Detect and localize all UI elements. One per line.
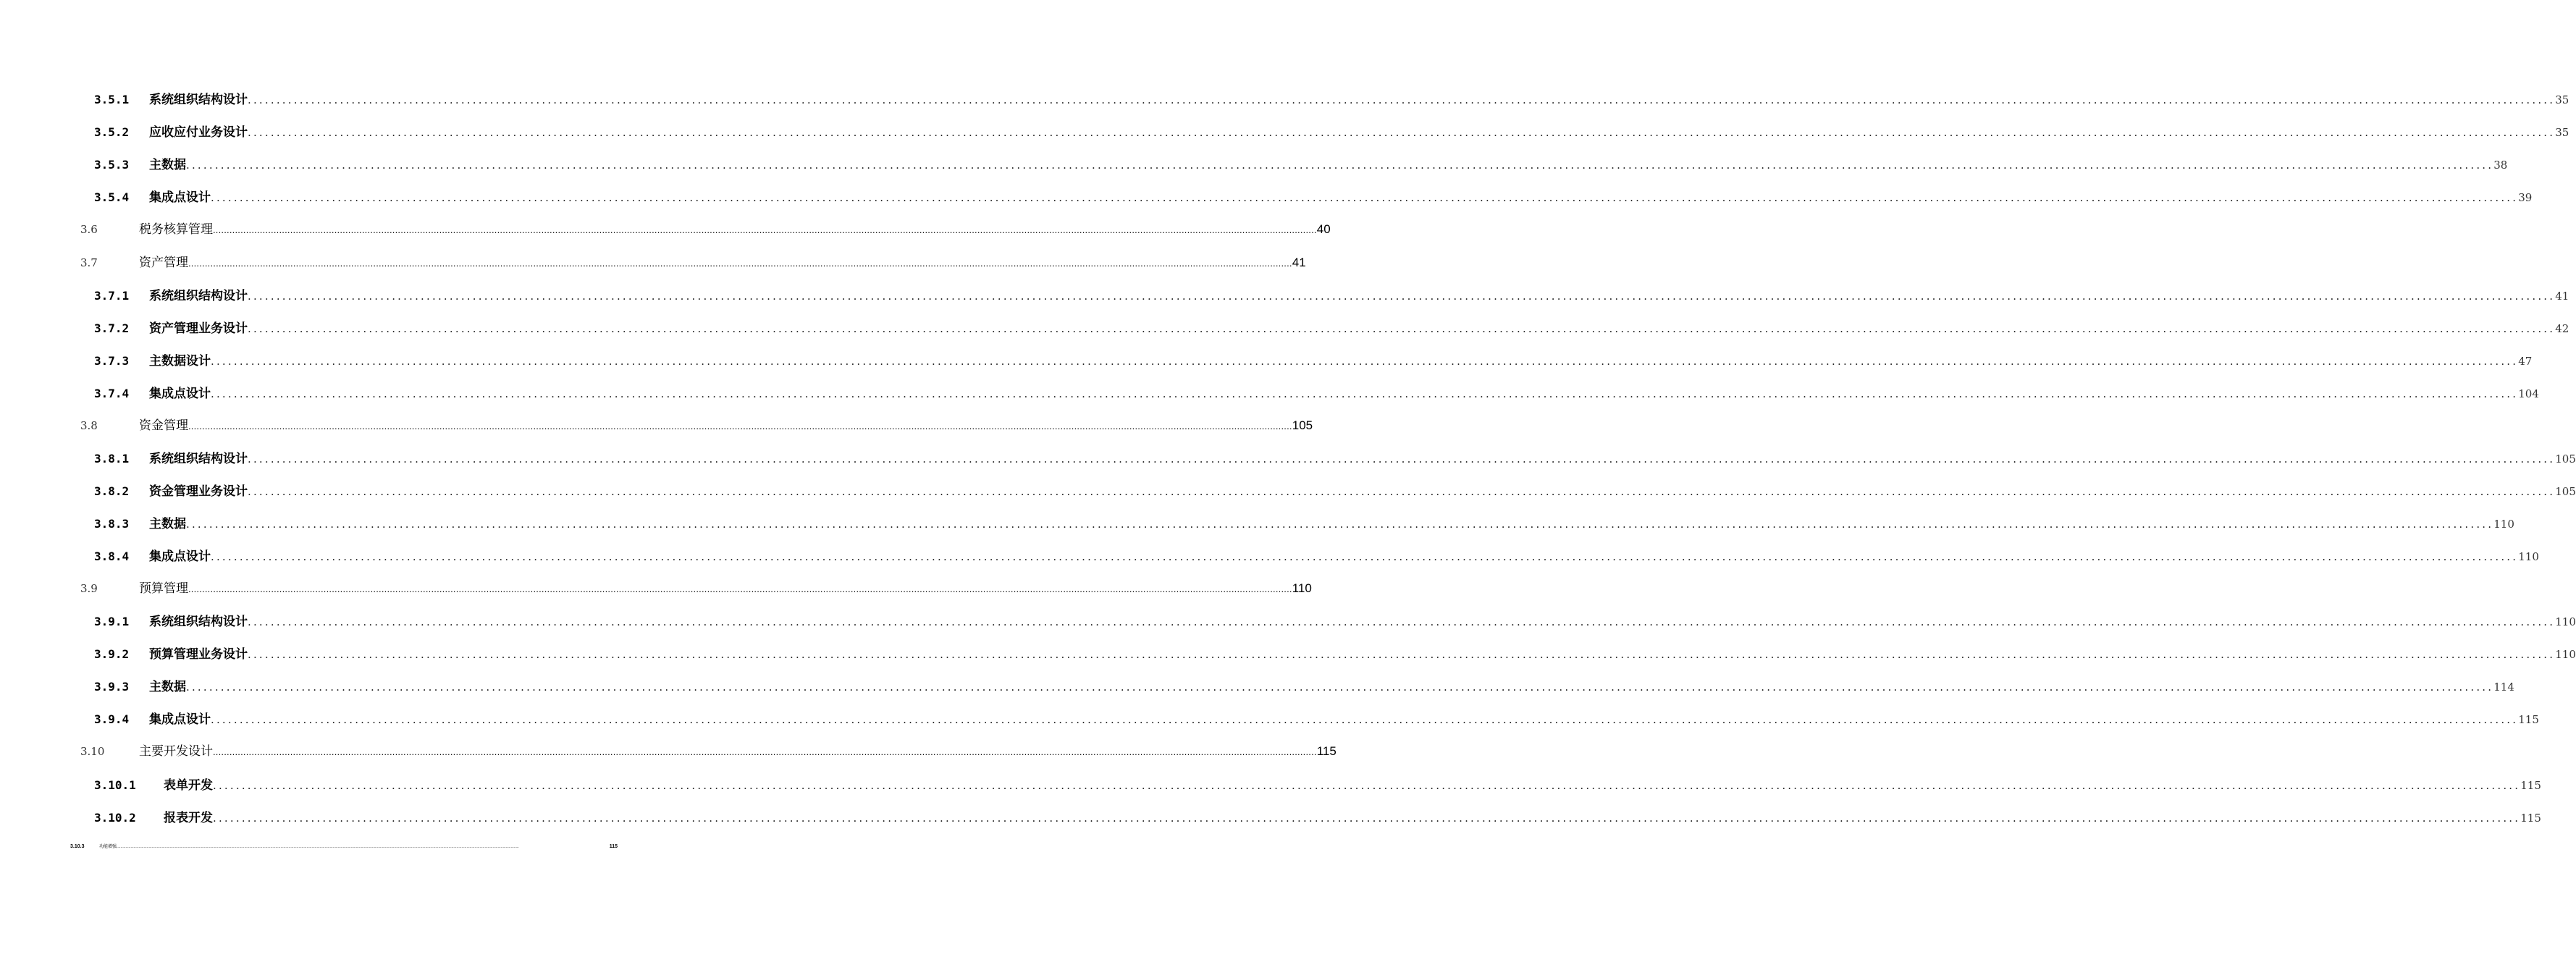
toc-entry-number: 3.10.1 bbox=[94, 778, 136, 792]
toc-entry-3-8[interactable] bbox=[80, 415, 1313, 433]
toc-entry-page-number: 115 bbox=[609, 844, 618, 849]
toc-entry-number: 3.7.2 bbox=[94, 321, 130, 335]
toc-entry-number: 3.8.3 bbox=[94, 517, 130, 531]
toc-entry-page-number: 105 bbox=[1292, 418, 1313, 432]
dot-leader: ................................................................................................................................................................................................................................................................................................................................................................................................................ bbox=[248, 485, 2556, 498]
toc-entry-page-number: 114 bbox=[2493, 681, 2514, 694]
toc-entry-title: 预算管理 bbox=[139, 581, 188, 596]
toc-entry-number: 3.10 bbox=[80, 745, 105, 758]
toc-entry-3-5-4[interactable] bbox=[94, 187, 2533, 205]
toc-entry-title: 功能增强 bbox=[99, 844, 117, 849]
toc-entry-number: 3.10.2 bbox=[94, 811, 136, 825]
toc-entry-number: 3.10.3 bbox=[70, 844, 85, 849]
toc-entry-3-9-4[interactable] bbox=[94, 709, 2539, 727]
toc-entry-number: 3.8 bbox=[80, 419, 98, 432]
toc-entry-title: 系统组织结构设计 bbox=[149, 289, 248, 303]
toc-entry-page-number: 35 bbox=[2555, 126, 2569, 139]
toc-entry-3-9-1[interactable] bbox=[94, 611, 2576, 629]
dot-leader: ................................................................................................................................................................................................................................................................................................................................................................................................................ bbox=[186, 681, 2494, 694]
toc-entry-3-9[interactable] bbox=[80, 578, 1312, 596]
toc-entry-number: 3.7.3 bbox=[94, 354, 130, 368]
toc-entry-title: 税务核算管理 bbox=[139, 222, 213, 237]
dot-leader: ................................................................................................................................................................................................................................................................................................................................................................................................................ bbox=[213, 779, 2521, 792]
toc-entry-page-number: 35 bbox=[2555, 93, 2569, 106]
toc-entry-page-number: 110 bbox=[1292, 581, 1312, 595]
dot-leader: ................................................................................................................................................................................................................................................................................................................................................................................................................ bbox=[211, 713, 2519, 726]
toc-entry-number: 3.5.2 bbox=[94, 125, 130, 139]
toc-entry-3-8-3[interactable] bbox=[94, 513, 2514, 531]
toc-entry-3-5-1[interactable] bbox=[94, 89, 2569, 107]
dot-leader: ................................................................................................................................................................................................................................................................................................................................................................................................................ bbox=[188, 258, 1292, 269]
toc-entry-3-9-3[interactable] bbox=[94, 676, 2514, 694]
toc-entry-3-7-2[interactable] bbox=[94, 318, 2569, 336]
toc-entry-3-10[interactable] bbox=[80, 741, 1337, 759]
toc-entry-3-8-2[interactable] bbox=[94, 481, 2576, 499]
toc-entry-3-7[interactable] bbox=[80, 252, 1306, 270]
toc-entry-title: 集成点设计 bbox=[149, 190, 211, 205]
dot-leader: ................................................................................................................................................................................................................................................................................................................................................................................................................ bbox=[186, 518, 2494, 531]
toc-entry-title: 集成点设计 bbox=[149, 712, 211, 727]
toc-entry-page-number: 41 bbox=[2555, 290, 2569, 303]
toc-entry-number: 3.7.1 bbox=[94, 289, 130, 303]
toc-entry-page-number: 104 bbox=[2518, 387, 2539, 400]
toc-entry-page-number: 110 bbox=[2555, 648, 2576, 661]
dot-leader: ................................................................................................................................................................................................................................................................................................................................................................................................................ bbox=[248, 93, 2556, 106]
dot-leader: ................................................................................................................................................................................................................................................................................................................................................................................................................ bbox=[211, 387, 2519, 400]
toc-entry-title: 报表开发 bbox=[164, 811, 213, 825]
toc-entry-3-10-1[interactable] bbox=[94, 775, 2541, 793]
dot-leader: ................................................................................................................................................................................................................................................................................................................................................................................................................ bbox=[248, 322, 2556, 335]
toc-entry-title: 主数据 bbox=[149, 680, 186, 694]
toc-entry-page-number: 115 bbox=[1316, 744, 1337, 758]
dot-leader: ................................................................................................................................................................................................................................................................................................................................................................................................................ bbox=[248, 648, 2556, 661]
toc-entry-title: 资金管理业务设计 bbox=[149, 484, 248, 499]
dot-leader: ................................................................................................................................................................................................................................................................................................................................................................................................................ bbox=[248, 290, 2556, 303]
dot-leader: ................................................................................................................................................................................................................................................................................................................................................................................................................ bbox=[117, 845, 519, 849]
toc-entry-title: 主数据 bbox=[149, 517, 186, 531]
toc-entry-title: 系统组织结构设计 bbox=[149, 452, 248, 466]
dot-leader: ................................................................................................................................................................................................................................................................................................................................................................................................................ bbox=[211, 550, 2519, 563]
dot-leader: ................................................................................................................................................................................................................................................................................................................................................................................................................ bbox=[186, 159, 2494, 172]
toc-entry-number: 3.5.1 bbox=[94, 93, 130, 106]
dot-leader: ................................................................................................................................................................................................................................................................................................................................................................................................................ bbox=[248, 452, 2556, 466]
dot-leader: ................................................................................................................................................................................................................................................................................................................................................................................................................ bbox=[188, 584, 1292, 594]
toc-entry-title: 系统组织结构设计 bbox=[149, 615, 248, 629]
toc-entry-3-7-3[interactable] bbox=[94, 350, 2533, 368]
toc-entry-number: 3.8.1 bbox=[94, 452, 130, 466]
toc-entry-number: 3.9.1 bbox=[94, 615, 130, 628]
toc-entry-number: 3.5.4 bbox=[94, 190, 130, 204]
toc-entry-page-number: 105 bbox=[2555, 452, 2576, 466]
toc-entry-number: 3.9.3 bbox=[94, 680, 130, 694]
toc-entry-3-5-2[interactable] bbox=[94, 122, 2569, 140]
toc-entry-3-8-4[interactable] bbox=[94, 546, 2539, 564]
toc-entry-title: 主数据 bbox=[149, 158, 186, 172]
toc-entry-number: 3.8.4 bbox=[94, 549, 130, 563]
toc-entry-page-number: 41 bbox=[1292, 256, 1306, 269]
toc-entry-title: 预算管理业务设计 bbox=[149, 647, 248, 662]
toc-entry-number: 3.7 bbox=[80, 256, 98, 269]
toc-entry-number: 3.8.2 bbox=[94, 484, 130, 498]
toc-entry-page-number: 39 bbox=[2518, 191, 2533, 204]
toc-entry-page-number: 47 bbox=[2518, 355, 2533, 368]
toc-entry-3-7-4[interactable] bbox=[94, 383, 2539, 401]
toc-entry-3-10-3[interactable] bbox=[70, 843, 618, 850]
toc-entry-number: 3.6 bbox=[80, 223, 98, 236]
dot-leader: ................................................................................................................................................................................................................................................................................................................................................................................................................ bbox=[213, 746, 1317, 757]
toc-entry-3-5-3[interactable] bbox=[94, 154, 2508, 172]
toc-entry-page-number: 115 bbox=[2520, 812, 2541, 825]
dot-leader: ................................................................................................................................................................................................................................................................................................................................................................................................................ bbox=[213, 812, 2521, 825]
toc-entry-number: 3.9 bbox=[80, 582, 98, 595]
dot-leader: ................................................................................................................................................................................................................................................................................................................................................................................................................ bbox=[211, 355, 2519, 368]
toc-entry-3-9-2[interactable] bbox=[94, 644, 2576, 662]
dot-leader: ................................................................................................................................................................................................................................................................................................................................................................................................................ bbox=[248, 615, 2556, 628]
toc-entry-page-number: 110 bbox=[2555, 615, 2576, 628]
toc-entry-number: 3.9.2 bbox=[94, 647, 130, 661]
toc-entry-3-7-1[interactable] bbox=[94, 285, 2569, 303]
toc-entry-page-number: 115 bbox=[2520, 779, 2541, 792]
dot-leader: ................................................................................................................................................................................................................................................................................................................................................................................................................ bbox=[248, 126, 2556, 139]
toc-entry-title: 应收应付业务设计 bbox=[149, 125, 248, 140]
toc-entry-page-number: 115 bbox=[2518, 713, 2539, 726]
toc-entry-title: 集成点设计 bbox=[149, 549, 211, 564]
toc-entry-title: 集成点设计 bbox=[149, 387, 211, 401]
toc-entry-page-number: 110 bbox=[2493, 518, 2514, 531]
toc-entry-title: 主数据设计 bbox=[149, 354, 211, 368]
dot-leader: ................................................................................................................................................................................................................................................................................................................................................................................................................ bbox=[188, 421, 1292, 431]
toc-entry-page-number: 105 bbox=[2555, 485, 2576, 498]
toc-entry-page-number: 42 bbox=[2555, 322, 2569, 335]
toc-entry-number: 3.9.4 bbox=[94, 712, 130, 726]
toc-entry-title: 资产管理业务设计 bbox=[149, 321, 248, 336]
toc-entry-number: 3.7.4 bbox=[94, 387, 130, 400]
dot-leader: ................................................................................................................................................................................................................................................................................................................................................................................................................ bbox=[211, 191, 2519, 204]
toc-entry-number: 3.5.3 bbox=[94, 158, 130, 172]
toc-entry-page-number: 38 bbox=[2493, 159, 2508, 172]
toc-entry-page-number: 40 bbox=[1316, 222, 1331, 236]
toc-entry-title: 资金管理 bbox=[139, 418, 188, 433]
toc-entry-3-6[interactable] bbox=[80, 219, 1331, 237]
toc-entry-title: 表单开发 bbox=[164, 778, 213, 793]
toc-entry-page-number: 110 bbox=[2518, 550, 2539, 563]
toc-entry-3-10-2[interactable] bbox=[94, 807, 2541, 825]
toc-entry-3-8-1[interactable] bbox=[94, 448, 2576, 466]
dot-leader: ................................................................................................................................................................................................................................................................................................................................................................................................................ bbox=[213, 224, 1317, 235]
toc-entry-title: 主要开发设计 bbox=[139, 744, 213, 759]
toc-entry-title: 系统组织结构设计 bbox=[149, 93, 248, 107]
toc-entry-title: 资产管理 bbox=[139, 256, 188, 270]
